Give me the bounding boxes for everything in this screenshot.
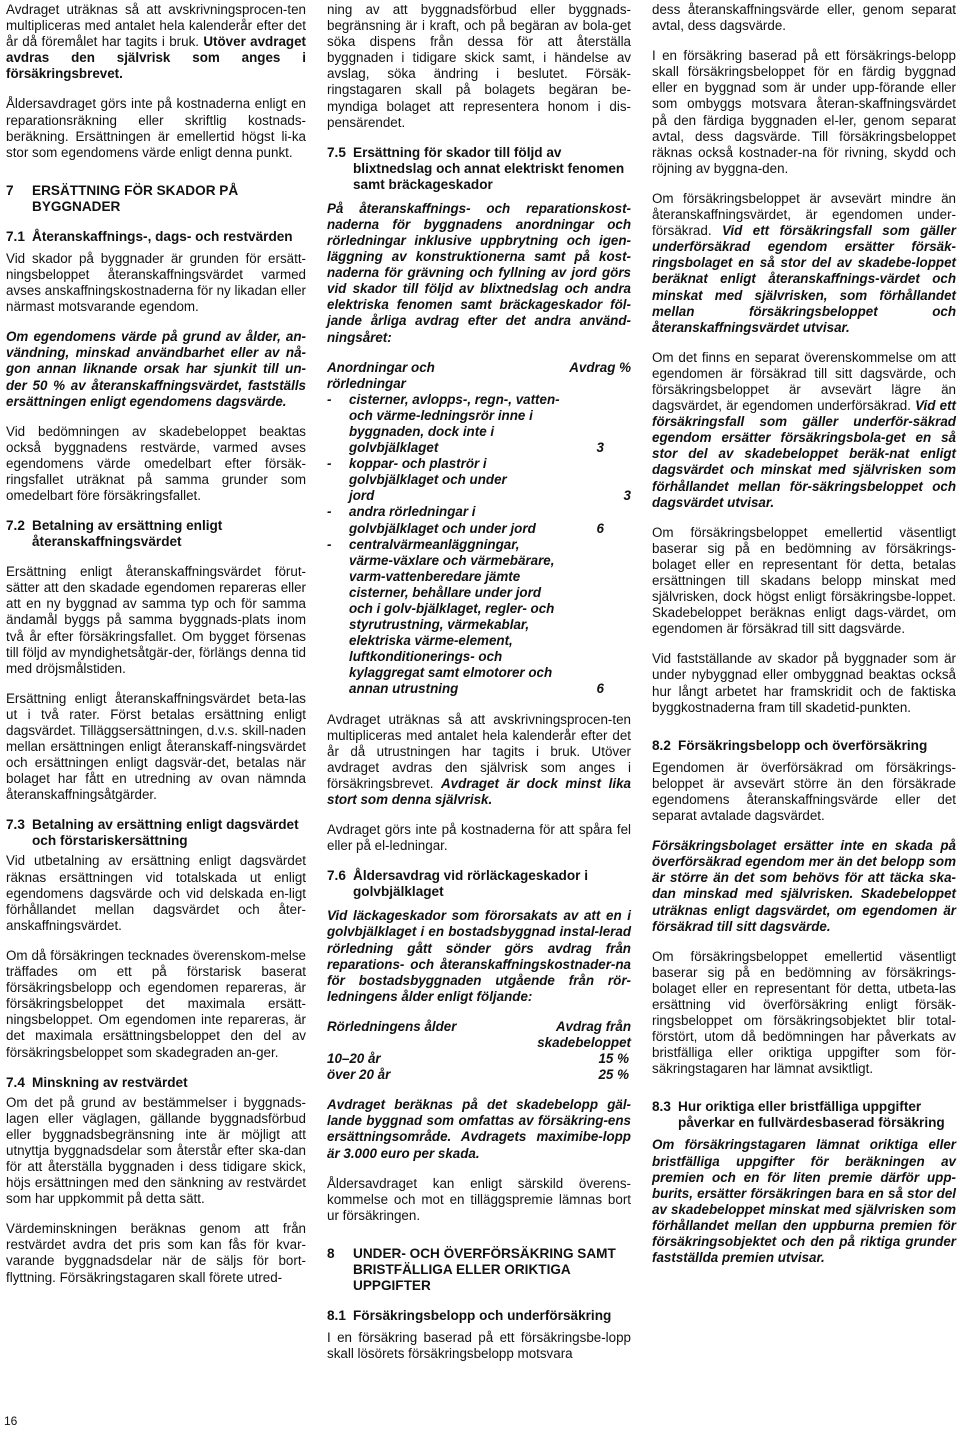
paragraph: Ersättning enligt återanskaffningsvärdet beta-las ut i två rater. Först betalas ersättning enligt dagsvärdet. Tilläggsersättningen, d.v.s. skill-naden mellan ersättningen enligt återanskaff-ningsvärdet och ersättningen enligt dagsvär-det, betalas när bolaget har fått en utredning av ovan nämnda återanskaffningsåtgärder. (6, 690, 306, 803)
column-middle (327, 2, 631, 1376)
section-heading: 8 UNDER- OCH ÖVERFÖRSÄKRING SAMT BRISTFÄLLIGA ELLER ORIKTIGA UPPGIFTER (327, 1245, 616, 1293)
paragraph: Avdraget görs inte på kostnaderna för att spåra fel eller på el-ledningar. (327, 822, 631, 854)
paragraph: Vid skador på byggnader är grunden för ersätt-ningsbeloppet återanskaffningsvärdet varmed avses anskaffningskostnaderna för ny likadan eller närmast motsvarande egendom. (6, 250, 306, 315)
paragraph: I en försäkring baserad på ett försäkrings-belopp skall försäkringsbeloppet för en färdig byggnad eller en byggnad som är under upp-förande eller som ombyggs motsvara återan-skaffningsvärdet på den färdiga byggnaden el-ler, genom separat avtal, dess dagsvärde. Till försäkringsbeloppet räknas också kostnader-na för rivning, skydd och röjning av byggna-den. (652, 48, 956, 176)
deduction-table (327, 360, 631, 698)
paragraph: Om det finns en separat överenskommelse om att egendomen är försäkrad till sitt dagsvärde, och försäkringsbeloppet är avsevärt lägre än dagsvärdet, är egendomen underförsäkrad. Vid ett försäkringsfall som gäller underför-säkrad egendom ersätter försäkringsbola-get en så stor del av skadebeloppet beräk-nat enligt dagsvärdet och minskat med självrisken som förhållandet mellan för-säkringsbeloppet och dagsvärdet utvisar. (652, 349, 957, 510)
table-header: Rörledningens ålder Avdrag från skadebeloppet (327, 1018, 631, 1050)
paragraph: Avdraget beräknas på det skadebelopp gäl-lande byggnad som omfattas av försäkring-ens ersättningsområde. Avdragets maximibe-lopp är 3.000 euro per skada. (327, 1097, 631, 1161)
table-row: över 20 år 25 % (327, 1067, 629, 1083)
column-left (6, 2, 306, 1300)
paragraph: Om egendomens värde på grund av ålder, an-vändning, minskad användbarhet eller av nå-gon annan liknande orsak har sjunkit till un-der 50 % av återanskaffningsvärdet, fastställs ersättningen enligt egendomens dagsvärde. (6, 329, 306, 409)
paragraph: Vid fastställande av skador på byggnader som är under nybyggnad eller ombyggnad beaktas också hur långt arbetet har framskridit och de faktiska byggkostnaderna fram till skadetid-punkten. (652, 651, 956, 715)
paragraph: Avdraget uträknas så att avskrivningsprocen-ten multipliceras med antalet hela kalenderår efter det år då utrustningen har tagits i bruk. Utöver avdraget avdras den självrisk som anges i försäkringsbrevet. Avdraget är dock minst lika stort som denna självrisk. (327, 711, 631, 808)
paragraph: Om det på grund av bestämmelser i byggnads-lagen eller väglagen, gällande byggnadsförbud eller byggnadsbegränsning inte är möjligt att utnyttja byggnadsdelar som återstår efter ska-dan för att återställa byggnaden i dess tidigare skick, höjs ersättningen med den sänkning av restvärdet som har uppkommit på detta sätt. (6, 1094, 306, 1207)
paragraph: Åldersavdraget görs inte på kostnaderna enligt en reparationsräkning eller skriftlig kostnads-beräkning. Ersättningen är emellertid högst li-ka stor som egendomens värde enligt denna punkt. (6, 96, 306, 160)
paragraph: dess återanskaffningsvärde eller, genom separat avtal, dess dagsvärde. (652, 2, 956, 34)
subsection-heading: 8.2 Försäkringsbelopp och överförsäkring (652, 737, 928, 753)
table-row: 10–20 år 15 % (327, 1051, 629, 1067)
list-item: - centralvärmeanläggningar, värme-växlare och värmebärare, varm-vattenberedare jämte cisterner, behållare under jord och i golv-bjälklaget, regler- och styrutrustning, värmekablar, elektriska värme-element, luftkonditionerings- och kylaggregat samt elmotorer och annan utrustning 6 (327, 536, 604, 697)
subsection-heading: 7.4 Minskning av restvärdet (6, 1074, 188, 1090)
subsection-heading: 7.2 Betalning av ersättning enligt återanskaffningsvärdet (6, 518, 223, 550)
paragraph: Vid läckageskador som förorsakats av att en i golvbjälklaget i en bostadsbyggnad instal-lerad rörledning gått sönder görs avdrag från reparations- och återanskaffningskostnader-na för bostadsbyggnaden utgående från rör-ledningens ålder enligt följande: (327, 908, 631, 1004)
paragraph: Vid utbetalning av ersättning enligt dagsvärdet räknas ersättningen vid totalskada ut enligt egendomens dagsvärde och vid delskada en-ligt förhållandet mellan dagsvärdet och åter-anskaffningsvärdet. (6, 853, 306, 933)
paragraph: Om försäkringstagaren lämnat oriktiga eller bristfälliga uppgifter för beräkningen av premien och en för liten premie därför upp-burits, ersätter försäkringen bara en så stor del av skadebeloppet minskat med självrisken som förhållandet mellan den uppburna premien för försäkringsobjektet och den på riktiga grunder fastställda premien utvisar. (652, 1137, 956, 1266)
list-item: - koppar- och plaströr i golvbjälklaget och under jord 3 (327, 456, 631, 504)
paragraph: Egendomen är överförsäkrad om försäkrings-beloppet är avsevärt större än den försäkrade egendomens återanskaffningsvärde eller det separat avtalade dagsvärdet. (652, 759, 956, 824)
paragraph: På återanskaffnings- och reparationskost-naderna för byggnadens anordningar och rörledningar inklusive uppbrytning och igen-läggning av konstruktionerna samt på kost-naderna för grävning och fyllning av jord görs vid skador till följd av blixtnedslag och andra elektriska fenomen samt bräckageskador föl-jande årliga avdrag efter det andra använd-ningsåret: (327, 200, 631, 345)
paragraph: I en försäkring baserad på ett försäkringsbe-lopp skall lösörets försäkringsbelopp motsvara (327, 1329, 631, 1361)
subsection-heading: 8.1 Försäkringsbelopp och underförsäkring (327, 1307, 612, 1323)
paragraph: Vid bedömningen av skadebeloppet beaktas också byggnadens restvärde, varmed avses egendomens värde omedelbart efter försäk-ringsfallet uträknat på samma grunder som omedelbart före försäkringsfallet. (6, 423, 306, 504)
subsection-heading: 7.6 Åldersavdrag vid rörläckageskador i golvbjälklaget (327, 868, 588, 900)
subsection-heading: 7.1 Återanskaffnings-, dags- och restvärden (6, 228, 293, 244)
subsection-heading: 8.3 Hur oriktiga eller bristfälliga uppgifter påverkar en fullvärdesbaserad försäkring (652, 1099, 945, 1131)
paragraph: Åldersavdraget kan enligt särskild överens-kommelse och mot en tilläggspremie lämnas bort ur försäkringen. (327, 1175, 631, 1223)
paragraph: Försäkringsbolaget ersätter inte en skada på överförsäkrad egendom mer än det belopp som är större än det som behövs för att täcka ska-dan minskad med självrisken. Skadebeloppet uträknas enligt dagsvärdet, om egendomen är försäkrad till sitt dagsvärde. (652, 838, 956, 934)
paragraph: Om försäkringsbeloppet är avsevärt mindre än återanskaffningsvärdet, är egendomen under-försäkrad. Vid ett försäkringsfall som gäller underförsäkrad egendom ersätter försäk-ringsbolaget en så stor del av skadebe-loppet beräknat enligt återanskaffnings-värdet och minskat med självrisken, som förhållandet mellan försäkringsbeloppet och återanskaffningsvärdet utvisar. (652, 190, 956, 335)
age-deduction-table (327, 1019, 631, 1083)
paragraph: Om då försäkringen tecknades överenskom-melse träffades om ett på förstarisk baserat försäkringsbelopp och egendomen repareras, är försäkringsbeloppet det maximala ersätt-ningsbeloppet. Om egendomen inte repareras, är det maximala ersättningsbeloppet den del av försäkringsbeloppet som skadegraden an-ger. (6, 947, 306, 1060)
paragraph: ning av att byggnadsförbud eller byggnads-begränsning är i kraft, och på begäran av bola-get söka dispens från dessa för att återställa byggnaden i tidigare skick samt, i händelse av avslag, söka ändring i beslutet. Försäk-ringstagaren skall på bolagets begäran be-myndiga bolaget att representera honom i dis-pensärendet. (327, 2, 631, 130)
paragraph: Värdeminskningen beräknas genom att från restvärdet avdra det pris som kan fås för kvar-varande byggnadsdelar när de säljs för bort-flyttning. Försäkringstagaren skall förete utred- (6, 1221, 306, 1285)
paragraph: Om försäkringsbeloppet emellertid väsentligt baserar sig på en bedömning av försäkrings-bolaget eller en representant för detta, betalas ersättningen till skadans belopp minskat med självrisken, dock högst enligt försäkringsbe-loppet. Skadebeloppet beräknas enligt dags-värdet, om egendomen är försäkrad till sitt dagsvärde. (652, 524, 956, 637)
table-header: Anordningar och rörledningar Avdrag % (327, 359, 631, 391)
list-item: - andra rörledningar i golvbjälklaget och under jord 6 (327, 504, 604, 536)
list-item: - cisterner, avlopps-, regn-, vatten- och värme-ledningsrör inne i byggnaden, dock inte i golvbjälklaget 3 (327, 391, 604, 456)
paragraph: Om försäkringsbeloppet emellertid väsentligt baserar sig på en bedömning av försäkrings-bolaget eller en representant för detta, utbeta-las ersättning vid överförsäkring enligt försäk-ringsbeloppet om försäkringsobjektet blir total-förstört, utom då bedömningen har påverkats av bristfälliga eller oriktiga uppgifter som för-säkringstagaren har lämnat avsiktligt. (652, 948, 956, 1077)
section-heading: 7 ERSÄTTNING FÖR SKADOR PÅ BYGGNADER (6, 182, 239, 214)
paragraph: Ersättning enligt återanskaffningsvärdet förut-sätter att den skadade egendomen repareras eller att en ny byggnad av samma typ och för samma ändamål byggs på samma byggnads-plats inom två år efter försäkringsfallet. Om bygget försenas till följd av myndighetsåtgär-der, förlängs denna tid med dröjsmålstiden. (6, 564, 306, 676)
column-right (652, 2, 956, 1280)
paragraph: Avdraget uträknas så att avskrivningsprocen-ten multipliceras med antalet hela kalenderår efter det år då föremålet har tagits i bruk. Utöver avdraget avdras den självrisk som anges i försäkringsbrevet. (6, 2, 306, 82)
page-number: 16 (4, 1414, 18, 1428)
subsection-heading: 7.3 Betalning av ersättning enligt dagsvärdet och förstariskersättning (6, 817, 299, 849)
subsection-heading: 7.5 Ersättning för skador till följd av blixtnedslag och annat elektriskt fenomen samt bräckageskador (327, 144, 625, 192)
